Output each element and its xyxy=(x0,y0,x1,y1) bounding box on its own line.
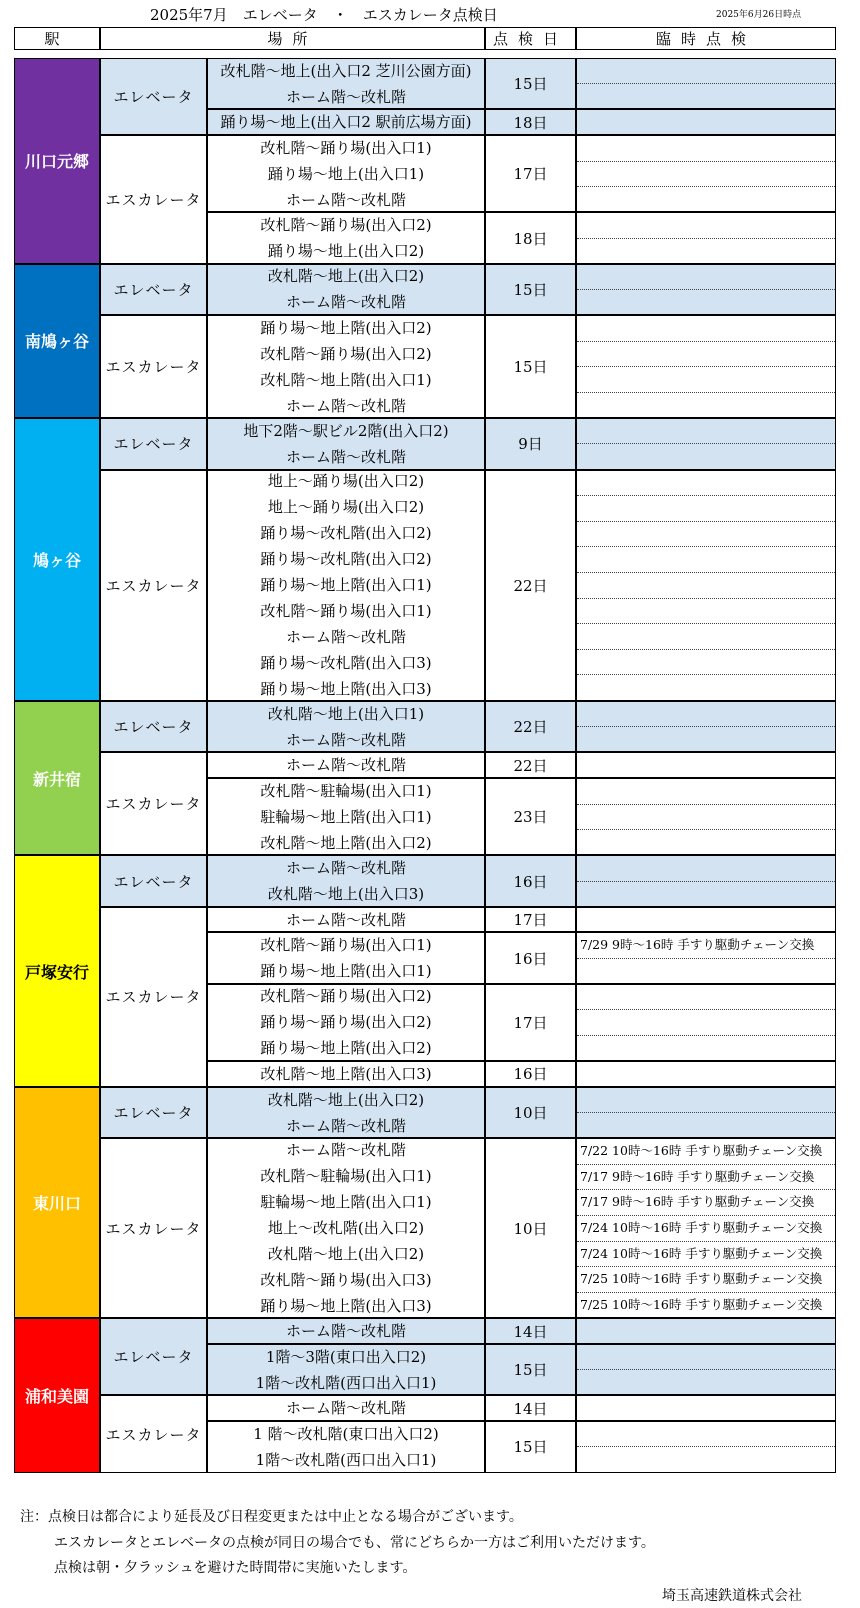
temporary-note xyxy=(577,882,835,906)
temporary-lines xyxy=(577,316,835,417)
date-cell xyxy=(485,109,576,135)
cell-text: 23日 xyxy=(513,808,548,827)
temporary-cell xyxy=(576,58,836,109)
temporary-cell xyxy=(576,1318,836,1344)
temporary-note xyxy=(577,265,835,290)
cell-text: エスカレータ xyxy=(105,1219,202,1238)
location-line: 改札階～地上(出入口3) xyxy=(267,885,425,904)
cell-text: 駅 xyxy=(44,30,70,48)
temporary-note xyxy=(577,830,835,854)
cell-text: 16日 xyxy=(513,1065,548,1084)
location-line: 駐輪場～地上階(出入口1) xyxy=(260,1193,432,1212)
temporary-note: 7/24 10時～16時 手すり駆動チェーン交換 xyxy=(577,1242,835,1268)
location-line: 踊り場～地上階(出入口1) xyxy=(260,576,432,595)
location-line: 踊り場～改札階(出入口2) xyxy=(260,524,432,543)
station-cell xyxy=(14,58,100,264)
temporary-lines xyxy=(577,213,835,262)
temporary-lines xyxy=(577,136,835,211)
location-cell xyxy=(207,984,485,1061)
temporary-note xyxy=(577,342,835,367)
equipment-type-cell xyxy=(100,1395,207,1472)
location-line: 踊り場～改札階(出入口3) xyxy=(260,654,432,673)
date-cell xyxy=(485,470,576,701)
location-line: ホーム階～改札階 xyxy=(285,447,406,466)
temporary-cell xyxy=(576,907,836,933)
cell-text: エレベータ xyxy=(113,280,194,299)
date-cell xyxy=(485,855,576,906)
temporary-lines xyxy=(577,1088,835,1137)
station-cell xyxy=(14,1087,100,1318)
location-line: ホーム階～改札階 xyxy=(285,730,406,749)
cell-text: エスカレータ xyxy=(105,358,202,377)
location-line: 1階～3階(東口出入口2) xyxy=(265,1347,427,1366)
temporary-note xyxy=(577,84,835,108)
temporary-note xyxy=(577,471,835,497)
temporary-cell xyxy=(576,212,836,263)
location-line: ホーム階～改札階 xyxy=(285,628,406,647)
location-line: 踊り場～地上(出入口2) xyxy=(267,242,425,261)
temporary-note xyxy=(577,419,835,444)
equipment-type-cell xyxy=(100,264,207,315)
location-line: 改札階～踊り場(出入口2) xyxy=(260,216,432,235)
temporary-lines xyxy=(577,702,835,751)
station-cell xyxy=(14,418,100,701)
temporary-note xyxy=(577,1345,835,1370)
location-line: 改札階～地上(出入口1) xyxy=(267,704,425,723)
cell-text: 16日 xyxy=(513,872,548,891)
temporary-note xyxy=(577,599,835,625)
temporary-note xyxy=(577,110,835,134)
temporary-note xyxy=(577,316,835,341)
temporary-lines xyxy=(577,1396,835,1420)
location-line: 地上～踊り場(出入口2) xyxy=(267,472,425,491)
temporary-cell xyxy=(576,932,836,983)
date-cell xyxy=(485,778,576,855)
date-cell xyxy=(485,418,576,469)
temporary-lines xyxy=(577,1139,835,1317)
cell-text: エレベータ xyxy=(113,435,194,454)
date-cell xyxy=(485,1087,576,1138)
location-line: 踊り場～改札階(出入口2) xyxy=(260,550,432,569)
location-line: 改札階～地上階(出入口2) xyxy=(260,833,432,852)
cell-text: 戸塚安行 xyxy=(24,962,89,982)
location-line: 踊り場～地上階(出入口2) xyxy=(260,1039,432,1058)
cell-text: 18日 xyxy=(513,229,548,248)
temporary-note: 7/17 9時～16時 手すり駆動チェーン交換 xyxy=(577,1165,835,1191)
temporary-note xyxy=(577,650,835,676)
cell-text: 臨時点検 xyxy=(655,30,756,48)
location-line: 改札階～踊り場(出入口3) xyxy=(260,1271,432,1290)
temporary-lines xyxy=(577,471,835,700)
location-line: 踊り場～踊り場(出入口2) xyxy=(260,1013,432,1032)
cell-text: エスカレータ xyxy=(105,1425,202,1444)
note-1: 注：点検日は都合により延長及び日程変更または中止となる場合がございます。 xyxy=(20,1509,523,1525)
location-cell xyxy=(207,315,485,418)
location-line: 地下2階～駅ビル2階(出入口2) xyxy=(243,421,449,440)
location-line: ホーム階～改札階 xyxy=(285,910,406,929)
date-cell xyxy=(485,701,576,752)
cell-text: エレベータ xyxy=(113,718,194,737)
temporary-cell xyxy=(576,1395,836,1421)
temporary-note xyxy=(577,496,835,522)
location-cell xyxy=(207,109,485,135)
location-cell xyxy=(207,1061,485,1087)
equipment-type-cell xyxy=(100,1318,207,1395)
temporary-note: 7/29 9時～16時 手すり駆動チェーン交換 xyxy=(577,933,835,958)
equipment-type-cell xyxy=(100,701,207,752)
as-of-date: 2025年6月26日時点 xyxy=(716,10,802,20)
temporary-note: 7/22 10時～16時 手すり駆動チェーン交換 xyxy=(577,1139,835,1165)
temporary-note: 7/24 10時～16時 手すり駆動チェーン交換 xyxy=(577,1216,835,1242)
cell-text: 川口元郷 xyxy=(24,152,89,172)
location-line: ホーム階～改札階 xyxy=(285,1399,406,1418)
location-cell xyxy=(207,58,485,109)
location-line: 改札階～地上(出入口2) xyxy=(267,267,425,286)
temporary-cell xyxy=(576,1344,836,1395)
temporary-note xyxy=(577,1319,835,1343)
temporary-note xyxy=(577,1088,835,1113)
temporary-cell xyxy=(576,264,836,315)
temporary-note: 7/25 10時～16時 手すり駆動チェーン交換 xyxy=(577,1267,835,1293)
location-line: 踊り場～地上(出入口1) xyxy=(267,164,425,183)
title-bar xyxy=(0,0,860,26)
cell-text: 18日 xyxy=(513,113,548,132)
footer-notes xyxy=(0,1500,860,1608)
cell-text: 9日 xyxy=(518,435,543,454)
date-cell xyxy=(485,58,576,109)
temporary-note xyxy=(577,675,835,700)
date-cell xyxy=(485,907,576,933)
date-cell xyxy=(485,984,576,1061)
location-cell xyxy=(207,778,485,855)
temporary-cell xyxy=(576,135,836,212)
location-line: 改札階～踊り場(出入口1) xyxy=(260,602,432,621)
cell-text: エレベータ xyxy=(113,1104,194,1123)
location-line: ホーム階～改札階 xyxy=(285,859,406,878)
temporary-cell xyxy=(576,752,836,778)
location-line: ホーム階～改札階 xyxy=(285,1116,406,1135)
location-line: 改札階～地上(出入口2 芝川公園方面) xyxy=(220,61,472,80)
company-name: 埼玉高速鉄道株式会社 xyxy=(662,1588,802,1604)
temporary-cell xyxy=(576,855,836,906)
temporary-note xyxy=(577,1396,835,1420)
temporary-lines xyxy=(577,856,835,905)
temporary-note: 7/17 9時～16時 手すり駆動チェーン交換 xyxy=(577,1190,835,1216)
location-line: ホーム階～改札階 xyxy=(285,293,406,312)
location-cell xyxy=(207,752,485,778)
temporary-lines xyxy=(577,1345,835,1394)
temporary-note xyxy=(577,213,835,238)
temporary-note xyxy=(577,162,835,187)
location-line: 改札階～地上階(出入口3) xyxy=(260,1064,432,1083)
location-line: 改札階～駐輪場(出入口1) xyxy=(260,781,432,800)
temporary-lines xyxy=(577,1422,835,1471)
location-line: ホーム階～改札階 xyxy=(285,190,406,209)
cell-text: エスカレータ xyxy=(105,988,202,1007)
date-cell xyxy=(485,135,576,212)
location-line: ホーム階～改札階 xyxy=(285,1141,406,1160)
temporary-note: 7/25 10時～16時 手すり駆動チェーン交換 xyxy=(580,1296,823,1312)
date-cell xyxy=(485,212,576,263)
cell-text: 14日 xyxy=(513,1399,548,1418)
location-line: 踊り場～地上階(出入口3) xyxy=(260,1297,432,1316)
equipment-type-cell xyxy=(100,315,207,418)
location-cell xyxy=(207,1344,485,1395)
cell-text: 22日 xyxy=(513,576,548,595)
equipment-type-cell xyxy=(100,1138,207,1318)
temporary-note xyxy=(577,985,835,1010)
date-cell xyxy=(485,1395,576,1421)
temporary-cell xyxy=(576,109,836,135)
location-line: 1階～改札階(西口出入口1) xyxy=(255,1450,437,1469)
cell-text: エレベータ xyxy=(113,1348,194,1367)
date-cell xyxy=(485,1421,576,1472)
temporary-lines xyxy=(577,985,835,1060)
note-2: エスカレータとエレベータの点検が同日の場合でも、常にどちらか一方はご利用いただけます。 xyxy=(54,1535,655,1551)
temporary-note xyxy=(577,1113,835,1137)
temporary-note xyxy=(577,367,835,392)
location-cell xyxy=(207,1318,485,1344)
cell-text: エスカレータ xyxy=(105,576,202,595)
temporary-note xyxy=(577,805,835,830)
cell-text: 南鳩ヶ谷 xyxy=(24,332,89,352)
cell-text: 鳩ヶ谷 xyxy=(32,551,81,571)
temporary-note xyxy=(577,624,835,650)
location-line: ホーム階～改札階 xyxy=(285,1322,406,1341)
temporary-note xyxy=(577,522,835,548)
cell-text: 15日 xyxy=(513,75,548,94)
location-line: 踊り場～地上階(出入口1) xyxy=(260,962,432,981)
cell-text: 場所 xyxy=(267,30,318,48)
temporary-note xyxy=(577,959,835,983)
cell-text: エレベータ xyxy=(113,88,194,107)
date-cell xyxy=(485,1318,576,1344)
cell-text: 15日 xyxy=(513,1361,548,1380)
temporary-note xyxy=(577,753,835,777)
temporary-cell xyxy=(576,778,836,855)
location-line: 1階～改札階(西口出入口1) xyxy=(255,1373,437,1392)
equipment-type-cell xyxy=(100,418,207,469)
cell-text: 10日 xyxy=(513,1219,548,1238)
cell-text: 浦和美園 xyxy=(24,1386,89,1406)
temporary-lines xyxy=(577,419,835,468)
cell-text: エレベータ xyxy=(113,872,194,891)
cell-text: 16日 xyxy=(513,949,548,968)
location-cell xyxy=(207,701,485,752)
date-cell xyxy=(485,1344,576,1395)
location-cell xyxy=(207,907,485,933)
note-3: 点検は朝・夕ラッシュを避けた時間帯に実施いたします。 xyxy=(54,1560,417,1576)
cell-text: 東川口 xyxy=(32,1194,81,1214)
temporary-note xyxy=(577,444,835,468)
date-cell xyxy=(485,264,576,315)
temporary-note xyxy=(577,779,835,804)
temporary-note xyxy=(577,573,835,599)
equipment-type-cell xyxy=(100,1087,207,1138)
cell-text: 22日 xyxy=(513,718,548,737)
location-line: ホーム階～改札階 xyxy=(285,396,406,415)
location-line: 1 階～改札階(東口出入口2) xyxy=(253,1424,439,1443)
temporary-note xyxy=(577,393,835,417)
temporary-cell xyxy=(576,984,836,1061)
location-cell xyxy=(207,1138,485,1318)
temporary-cell xyxy=(576,1061,836,1087)
location-cell xyxy=(207,1087,485,1138)
location-line: 踊り場～地上階(出入口3) xyxy=(260,680,432,699)
date-cell xyxy=(485,315,576,418)
temporary-cell xyxy=(576,1421,836,1472)
cell-text: 新井宿 xyxy=(32,769,81,789)
station-cell xyxy=(14,855,100,1086)
temporary-note xyxy=(577,59,835,84)
location-line: 地上～踊り場(出入口2) xyxy=(267,498,425,517)
temporary-note xyxy=(577,290,835,314)
location-line: 駐輪場～地上階(出入口1) xyxy=(260,807,432,826)
date-cell xyxy=(485,1061,576,1087)
cell-text: エスカレータ xyxy=(105,795,202,814)
header-station xyxy=(14,27,100,50)
location-line: 改札階～踊り場(出入口1) xyxy=(260,936,432,955)
equipment-type-cell xyxy=(100,58,207,135)
location-line: 改札階～踊り場(出入口2) xyxy=(260,987,432,1006)
temporary-note xyxy=(577,136,835,161)
temporary-lines xyxy=(577,59,835,108)
location-line: 改札階～地上階(出入口1) xyxy=(260,370,432,389)
location-line: 改札階～地上(出入口2) xyxy=(267,1090,425,1109)
location-cell xyxy=(207,855,485,906)
temporary-note xyxy=(577,1036,835,1060)
location-line: 改札階～踊り場(出入口2) xyxy=(260,344,432,363)
cell-text: 15日 xyxy=(513,358,548,377)
equipment-type-cell xyxy=(100,907,207,1087)
temporary-note xyxy=(577,1010,835,1035)
cell-text: 17日 xyxy=(513,1013,548,1032)
temporary-note xyxy=(577,1370,835,1394)
temporary-cell xyxy=(576,701,836,752)
temporary-note xyxy=(577,1422,835,1447)
location-cell xyxy=(207,418,485,469)
cell-text: 14日 xyxy=(513,1322,548,1341)
location-cell xyxy=(207,470,485,701)
temporary-note xyxy=(577,239,835,263)
location-cell xyxy=(207,135,485,212)
temporary-note xyxy=(577,187,835,211)
temporary-cell xyxy=(576,1087,836,1138)
temporary-cell xyxy=(576,1138,836,1318)
temporary-lines xyxy=(577,753,835,777)
cell-text: 15日 xyxy=(513,280,548,299)
date-cell xyxy=(485,1138,576,1318)
temporary-lines xyxy=(577,908,835,932)
temporary-note xyxy=(577,856,835,881)
cell-text: 15日 xyxy=(513,1438,548,1457)
location-line: 改札階～踊り場(出入口1) xyxy=(260,138,432,157)
cell-text: 17日 xyxy=(513,165,548,184)
temporary-lines xyxy=(577,110,835,134)
location-line: 地上～改札階(出入口2) xyxy=(267,1219,425,1238)
temporary-lines xyxy=(577,1319,835,1343)
temporary-cell xyxy=(576,315,836,418)
temporary-lines xyxy=(577,933,835,982)
location-cell xyxy=(207,264,485,315)
station-cell xyxy=(14,701,100,855)
equipment-type-cell xyxy=(100,135,207,264)
station-cell xyxy=(14,264,100,418)
location-line: 踊り場～地上(出入口2 駅前広場方面) xyxy=(220,113,472,132)
temporary-note xyxy=(577,1062,835,1086)
temporary-note xyxy=(577,908,835,932)
date-cell xyxy=(485,932,576,983)
header-date xyxy=(485,27,576,50)
header-temporary xyxy=(576,27,836,50)
cell-text: 10日 xyxy=(513,1104,548,1123)
cell-text: 点検日 xyxy=(492,30,568,48)
date-cell xyxy=(485,752,576,778)
location-line: 改札階～地上(出入口2) xyxy=(267,1245,425,1264)
location-line: 踊り場～地上階(出入口2) xyxy=(260,318,432,337)
location-line: 改札階～駐輪場(出入口1) xyxy=(260,1167,432,1186)
equipment-type-cell xyxy=(100,470,207,701)
temporary-note xyxy=(577,702,835,727)
cell-text: 22日 xyxy=(513,756,548,775)
page-title: 2025年7月 エレベータ ・ エスカレータ点検日 xyxy=(150,6,498,24)
cell-text: 17日 xyxy=(513,911,548,930)
location-cell xyxy=(207,1421,485,1472)
temporary-cell xyxy=(576,418,836,469)
station-cell xyxy=(14,1318,100,1472)
temporary-cell xyxy=(576,470,836,701)
temporary-note xyxy=(577,1447,835,1471)
location-line: ホーム階～改札階 xyxy=(285,87,406,106)
location-cell xyxy=(207,932,485,983)
cell-text: エスカレータ xyxy=(105,190,202,209)
temporary-lines xyxy=(577,1062,835,1086)
temporary-lines xyxy=(577,779,835,854)
location-line: ホーム階～改札階 xyxy=(285,756,406,775)
temporary-lines xyxy=(577,265,835,314)
location-cell xyxy=(207,1395,485,1421)
temporary-note xyxy=(577,727,835,751)
equipment-type-cell xyxy=(100,752,207,855)
temporary-note xyxy=(577,547,835,573)
header-location xyxy=(100,27,485,50)
equipment-type-cell xyxy=(100,855,207,906)
location-cell xyxy=(207,212,485,263)
inspection-schedule-table xyxy=(14,27,860,1500)
